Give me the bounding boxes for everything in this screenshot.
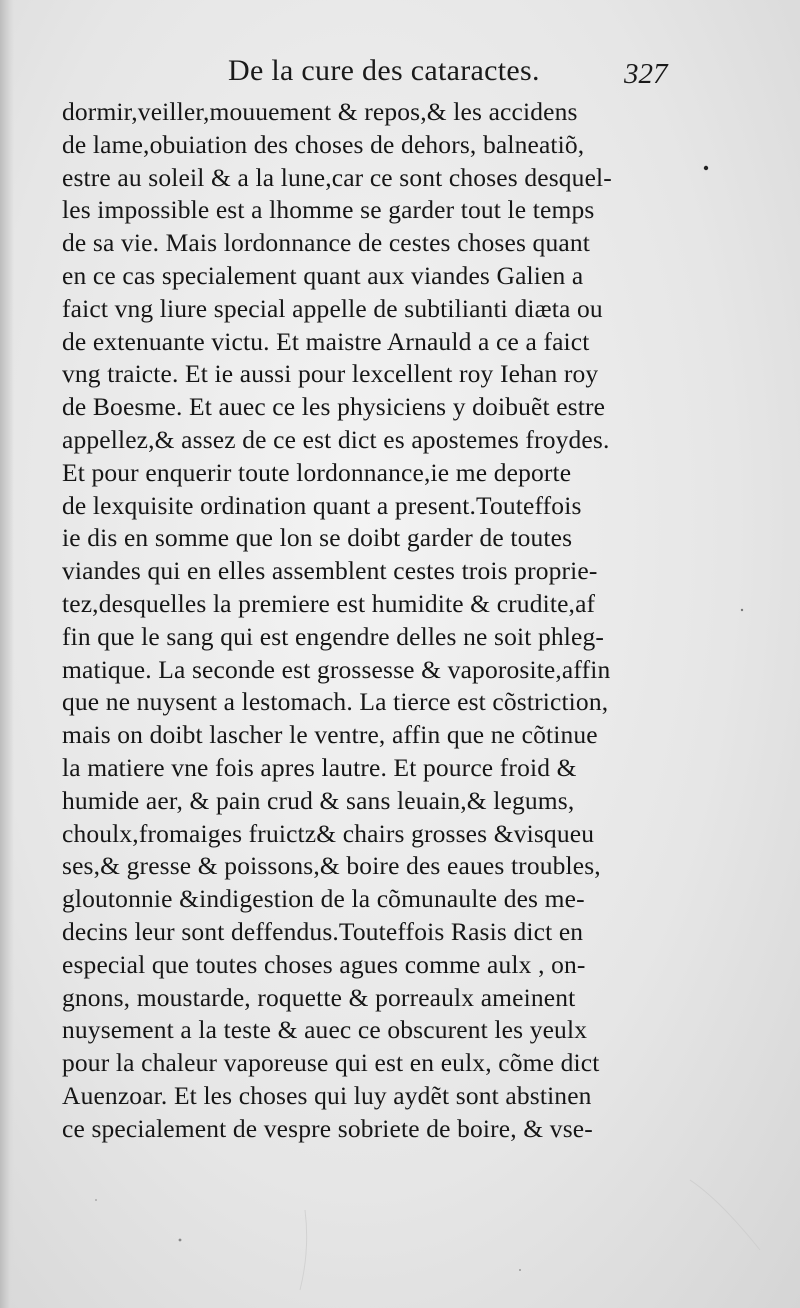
text-line: especial que toutes choses agues comme aulx , on- bbox=[62, 949, 586, 979]
text-line: estre au soleil & a la lune,car ce sont choses desquel- bbox=[62, 162, 612, 192]
page-header bbox=[0, 48, 800, 96]
body-text bbox=[62, 96, 702, 1146]
text-line: dormir,veiller,mouuement & repos,& les accidens bbox=[62, 97, 578, 126]
text-line: pour la chaleur vaporeuse qui est en eulx, cõme dict bbox=[62, 1048, 600, 1078]
text-line: les impossible est a lhomme se garder tout le temps bbox=[62, 195, 595, 225]
text-line: gnons, moustarde, roquette & porreaulx ameinent bbox=[62, 982, 576, 1012]
text-line: Auenzoar. Et les choses qui luy aydẽt sont abstinen bbox=[62, 1080, 592, 1110]
text-line: la matiere vne fois apres lautre. Et pource froid & bbox=[62, 752, 577, 782]
text-line: viandes qui en elles assemblent cestes trois proprie- bbox=[62, 556, 598, 586]
text-line: nuysement a la teste & auec ce obscurent les yeulx bbox=[62, 1015, 588, 1045]
text-line: Et pour enquerir toute lordonnance,ie me deporte bbox=[62, 457, 572, 487]
text-line: decins leur sont deffendus.Touteffois Rasis dict en bbox=[62, 916, 584, 946]
text-line: tez,desquelles la premiere est humidite & crudite,af bbox=[62, 588, 596, 618]
text-line: matique. La seconde est grossesse & vaporosite,affin bbox=[62, 654, 611, 684]
text-line: en ce cas specialement quant aux viandes Galien a bbox=[62, 260, 584, 290]
text-line: choulx,fromaiges fruictz& chairs grosses &visqueu bbox=[62, 818, 595, 848]
binding-gutter bbox=[0, 0, 14, 1308]
text-line: fin que le sang qui est engendre delles ne soit phleg- bbox=[62, 621, 605, 651]
text-line: de lame,obuiation des choses de dehors, balneatiõ, bbox=[62, 129, 585, 159]
text-line: de lexquisite ordination quant a present.Touteffois bbox=[62, 490, 582, 520]
text-line: gloutonnie &indigestion de la cõmunaulte des me- bbox=[62, 884, 585, 914]
text-line: mais on doibt lascher le ventre, affin que ne cõtinue bbox=[62, 720, 598, 750]
text-line: humide aer, & pain crud & sans leuain,& legums, bbox=[62, 785, 575, 815]
text-line: de Boesme. Et auec ce les physiciens y doibuẽt estre bbox=[62, 392, 606, 422]
text-line: de sa vie. Mais lordonnance de cestes choses quant bbox=[62, 228, 590, 258]
text-line: ie dis en somme que lon se doibt garder de toutes bbox=[62, 523, 573, 553]
text-line: ses,& gresse & poissons,& boire des eaues troubles, bbox=[62, 851, 601, 881]
text-line: faict vng liure special appelle de subtilianti diæta ou bbox=[62, 293, 603, 323]
text-line: que ne nuysent a lestomach. La tierce est cõstriction, bbox=[62, 687, 609, 717]
text-line: de extenuante victu. Et maistre Arnauld a ce a faict bbox=[62, 326, 590, 356]
text-line: ce specialement de vespre sobriete de boire, & vse- bbox=[62, 1113, 593, 1143]
running-title: De la cure des cataractes. bbox=[228, 54, 540, 87]
text-line: appellez,& assez de ce est dict es apostemes froydes. bbox=[62, 424, 610, 454]
page-number: 327 bbox=[624, 58, 668, 90]
text-line: vng traicte. Et ie aussi pour lexcellent roy Iehan roy bbox=[62, 359, 599, 389]
